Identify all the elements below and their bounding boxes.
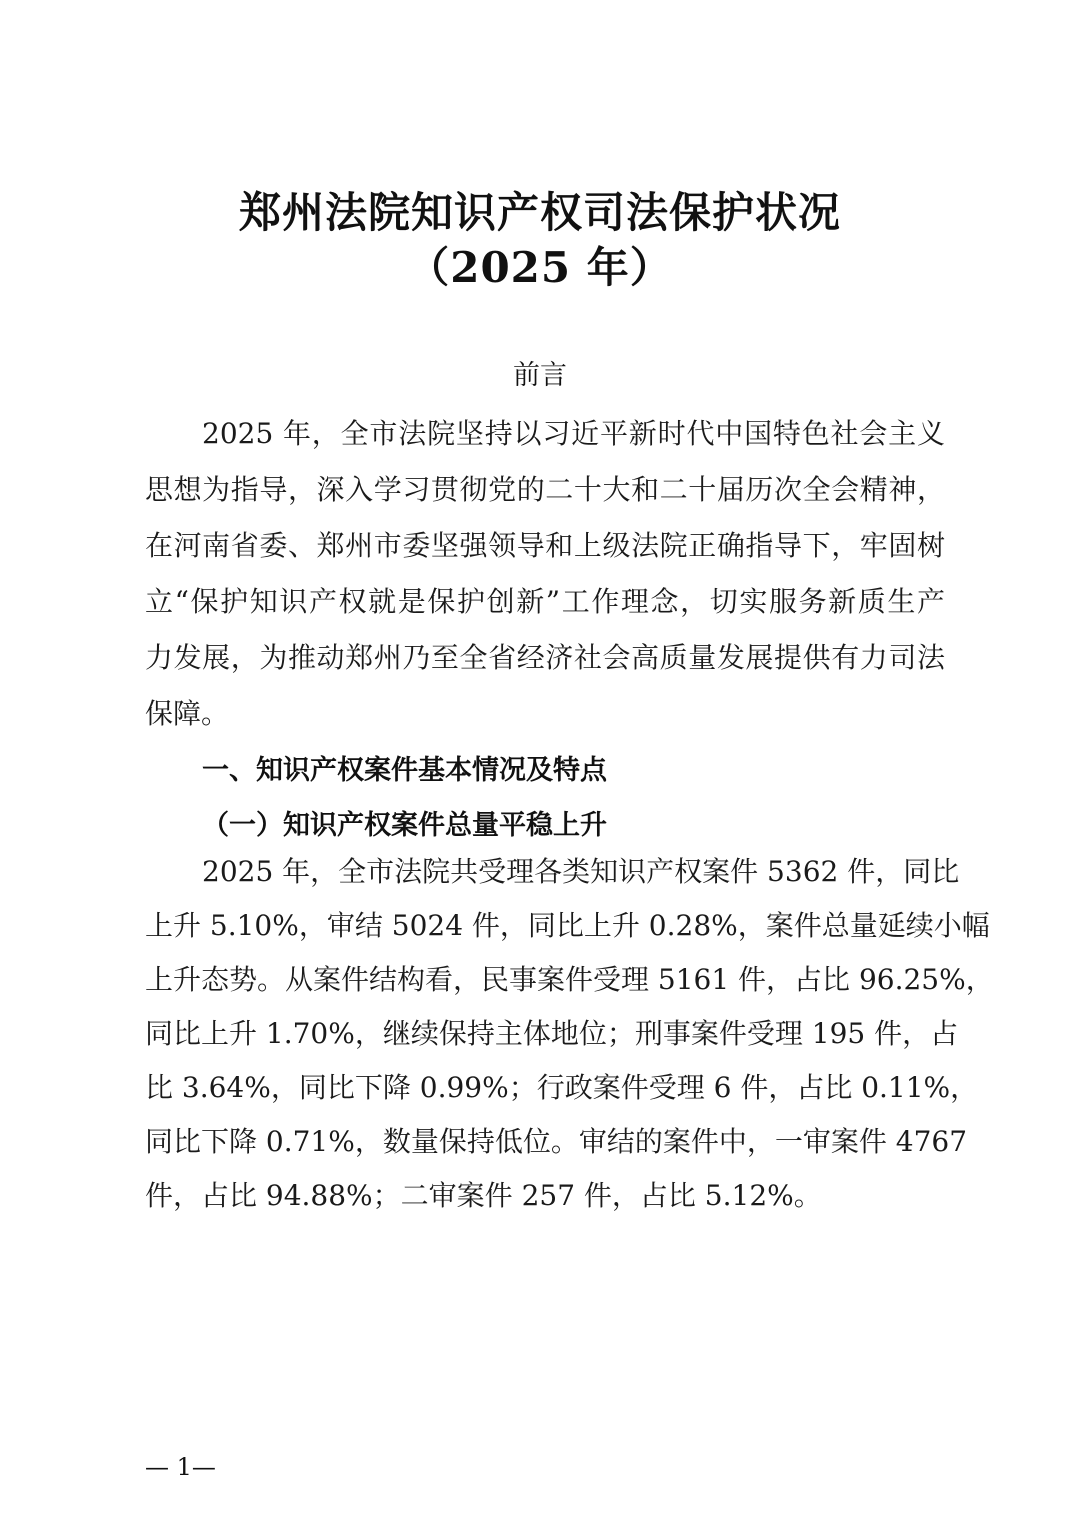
page-number: — 1— [145, 1453, 216, 1481]
preface-line: 在河南省委、郑州市委坚强领导和上级法院正确指导下，牢固树 [145, 529, 945, 562]
preface-line: 立“保护知识产权就是保护创新”工作理念，切实服务新质生产 [145, 585, 945, 618]
preface-line: 思想为指导，深入学习贯彻党的二十大和二十届历次全会精神， [145, 473, 945, 506]
section-heading: 一、知识产权案件基本情况及特点 [202, 755, 607, 786]
preface-line: 力发展，为推动郑州乃至全省经济社会高质量发展提供有力司法 [145, 641, 945, 674]
subsection-line: 2025 年，全市法院共受理各类知识产权案件 5362 件，同比 [202, 855, 960, 888]
subsection-line: 同比下降 0.71%，数量保持低位。审结的案件中，一审案件 4767 [145, 1125, 968, 1158]
preface-line: 2025 年，全市法院坚持以习近平新时代中国特色社会主义 [202, 417, 945, 450]
preface-heading: 前言 [513, 360, 567, 391]
subsection-heading: （一）知识产权案件总量平稳上升 [202, 810, 607, 841]
document-title: 郑州法院知识产权司法保护状况 [238, 188, 841, 237]
subsection-line: 件，占比 94.88%；二审案件 257 件，占比 5.12%。 [145, 1179, 822, 1212]
preface-line: 保障。 [145, 697, 230, 730]
subsection-line: 上升态势。从案件结构看，民事案件受理 5161 件，占比 96.25%， [145, 963, 994, 996]
subsection-line: 同比上升 1.70%，继续保持主体地位；刑事案件受理 195 件，占 [145, 1017, 959, 1050]
subsection-line: 比 3.64%，同比下降 0.99%；行政案件受理 6 件，占比 0.11%， [145, 1071, 979, 1104]
document-year: （2025 年） [407, 243, 673, 292]
subsection-line: 上升 5.10%，审结 5024 件，同比上升 0.28%，案件总量延续小幅 [145, 909, 990, 942]
